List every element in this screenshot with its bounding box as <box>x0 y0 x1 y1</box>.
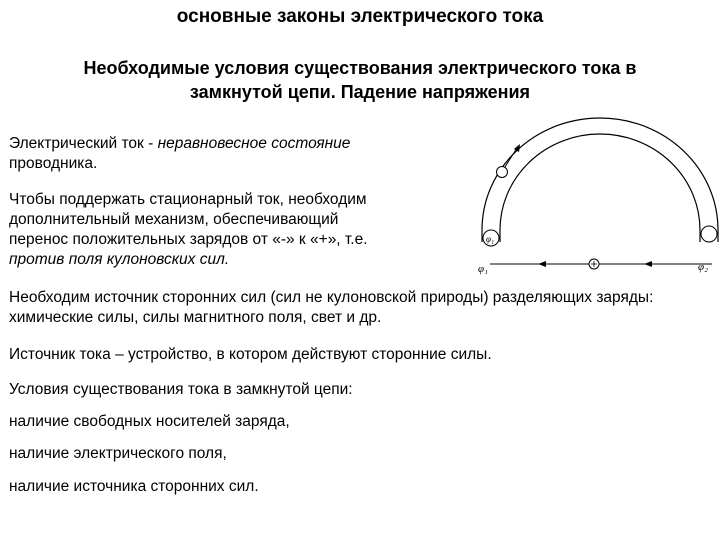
slide-subtitle <box>10 56 710 104</box>
conductor-outer-arc <box>482 118 718 242</box>
conductor-inner-arc <box>500 134 700 242</box>
stationary-line-3: перенос положительных зарядов от «-» к «+», т.е. <box>9 231 368 248</box>
bottom-arrow-1 <box>538 261 546 267</box>
paragraph-current-source: Источник тока – устройство, в котором действуют сторонние силы. <box>9 346 492 363</box>
paragraph-conditions-heading: Условия существования тока в замкнутой цепи: <box>9 381 353 398</box>
paragraph-condition-source: наличие источника сторонних сил. <box>9 478 259 495</box>
phi1-label: φ₁ <box>478 263 488 275</box>
paragraph-stationary-current <box>9 190 449 270</box>
subtitle-line-1: Необходимые условия существования электрического тока в <box>83 58 637 78</box>
bottom-arrow-2 <box>644 261 652 267</box>
paragraph-condition-field: наличие электрического поля, <box>9 445 227 462</box>
current-definition-tail: проводника. <box>9 155 98 172</box>
charge-arrow-line <box>505 148 517 167</box>
circuit-diagram <box>460 112 720 282</box>
paragraph-condition-carriers: наличие свободных носителей заряда, <box>9 413 290 430</box>
positive-charge <box>497 167 508 178</box>
current-definition-italic: неравновесное состояние <box>157 135 351 152</box>
subtitle-line-2: замкнутой цепи. Падение напряжения <box>189 82 531 102</box>
current-definition-text: Электрический ток - <box>9 135 158 152</box>
paragraph-external-forces: Необходим источник сторонних сил (сил не кулоновской природы) разделяющих заряды: химические силы, силы магнитного поля, свет и др. <box>9 289 654 326</box>
terminal-right <box>701 226 717 242</box>
stationary-line-1: Чтобы поддержать стационарный ток, необходим <box>9 191 367 208</box>
stationary-line-4: против поля кулоновских сил. <box>9 251 230 268</box>
terminal-left-label: φ₁ <box>486 234 495 244</box>
paragraph-current-definition <box>9 134 429 174</box>
slide-title: основные законы электрического тока <box>176 6 544 27</box>
stationary-line-2: дополнительный механизм, обеспечивающий <box>9 211 339 228</box>
phi2-label: φ₂ <box>698 261 708 273</box>
